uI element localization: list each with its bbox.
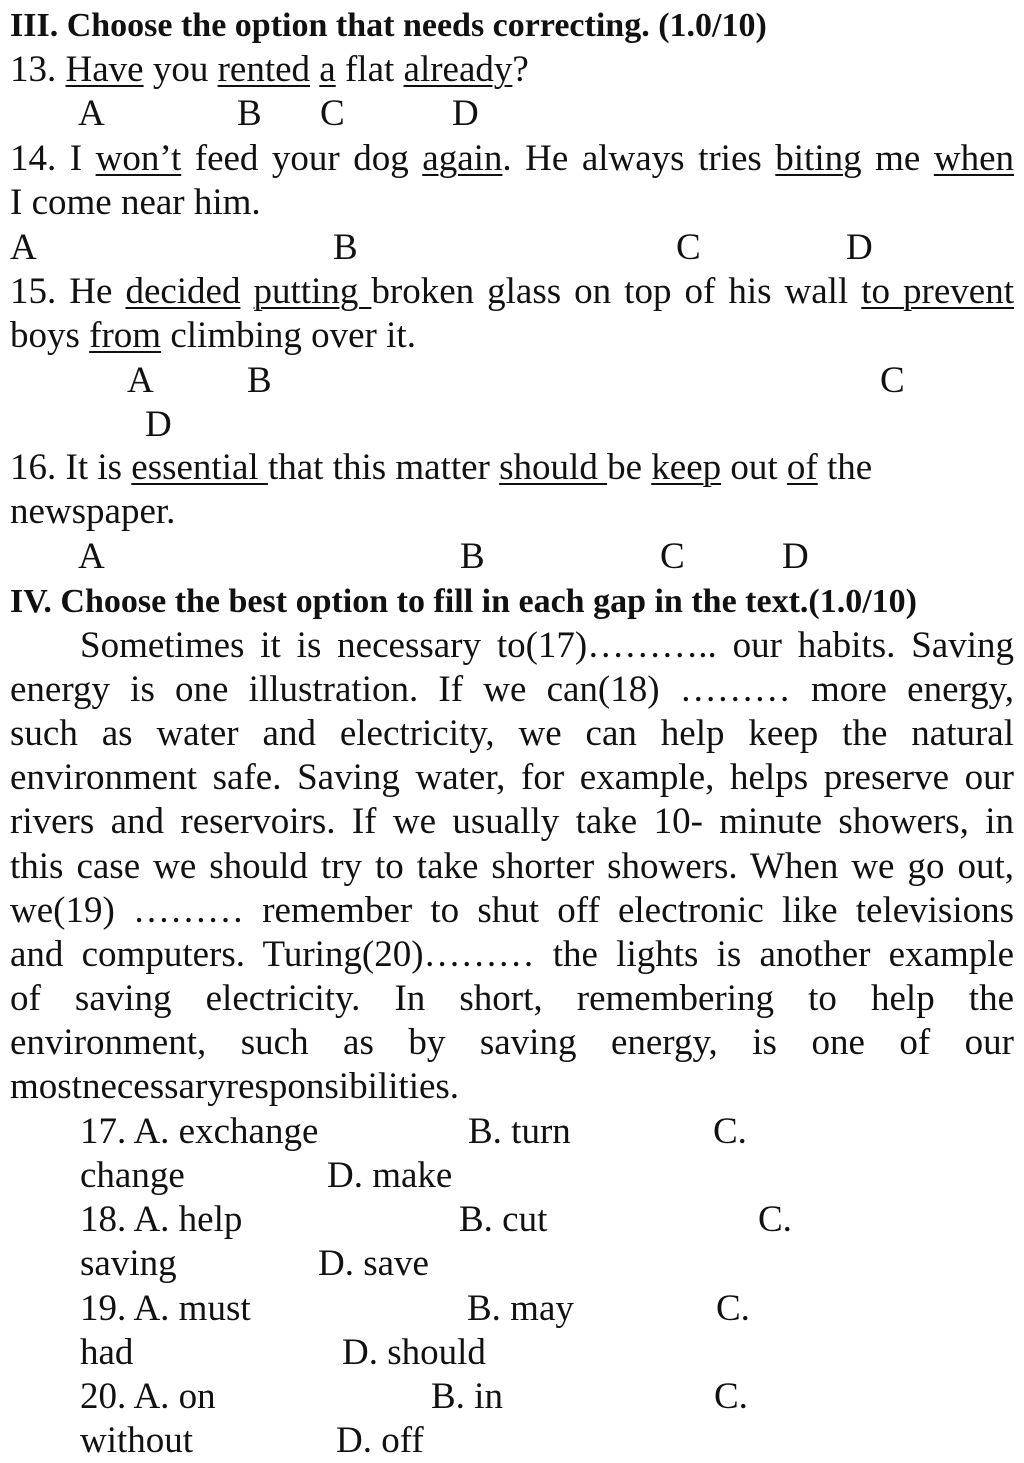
question-14 [10, 137, 1014, 181]
question-15-line-2 [10, 314, 416, 358]
passage-line: and computers. Turing(20)……… the lights is another example [10, 934, 1014, 975]
option-b-text: again [422, 138, 503, 179]
passage-line: we(19) ……… remember to shut off electronic like televisions [10, 890, 1014, 931]
question-16-line-2: newspaper. [10, 491, 176, 532]
option-19-b: B. may [467, 1288, 574, 1329]
passage-line: of saving electricity. In short, remembering to help the [10, 978, 1014, 1019]
question-number: 15. He [10, 271, 126, 312]
option-c-text: biting [775, 138, 862, 179]
text-segment: ? [512, 49, 529, 90]
label-13-d: D [452, 93, 479, 134]
question-number: 16. It is [10, 447, 132, 488]
text-segment: broken glass on top of his wall [371, 271, 862, 312]
option-a-text: Have [65, 49, 144, 90]
text-segment [240, 271, 253, 312]
text-segment: climbing over it. [161, 315, 416, 356]
option-a-text: essential [131, 447, 268, 488]
passage-line: such as water and electricity, we can help keep the natural [10, 713, 1014, 754]
text-segment: me [861, 138, 934, 179]
question-number: 13. [10, 49, 66, 90]
option-d-text: when [933, 138, 1014, 179]
label-16-c: C [660, 536, 685, 577]
label-16-d: D [782, 536, 809, 577]
passage-line: rivers and reservoirs. If we usually take 10- minute showers, in [10, 801, 1014, 842]
label-13-c: C [320, 93, 345, 134]
option-d-text: from [89, 315, 162, 356]
option-17-a: 17. A. exchange [80, 1111, 319, 1152]
option-17-c: C. [713, 1111, 747, 1152]
text-segment: boys [10, 315, 90, 356]
option-18-c-text: saving [80, 1243, 177, 1284]
label-15-a: A [127, 360, 154, 401]
label-15-d: D [145, 404, 172, 445]
label-13-a: A [78, 93, 105, 134]
text-segment: flat [335, 49, 404, 90]
option-20-c: C. [714, 1376, 748, 1417]
option-c-text: keep [651, 447, 722, 488]
passage-line: energy is one illustration. If we can(18) ……… more energy, [10, 669, 1014, 710]
passage-line: environment, such as by saving energy, is one of our [10, 1022, 1014, 1063]
question-14-line-2: I come near him. [10, 182, 261, 223]
option-19-c: C. [716, 1288, 750, 1329]
question-number: 14. I [10, 138, 96, 179]
question-13 [10, 48, 529, 92]
option-20-c-text: without [80, 1420, 194, 1461]
label-14-b: B [333, 227, 358, 268]
option-18-b: B. cut [459, 1199, 548, 1240]
section-3-heading: III. Choose the option that needs correcting. (1.0/10) [10, 7, 767, 44]
option-19-a: 19. A. must [80, 1288, 251, 1329]
label-14-d: D [846, 227, 873, 268]
text-segment: be [607, 447, 652, 488]
option-20-a: 20. A. on [80, 1376, 216, 1417]
option-18-c: C. [758, 1199, 792, 1240]
option-19-d: D. should [342, 1332, 486, 1373]
label-15-b: B [247, 360, 272, 401]
label-14-a: A [10, 227, 37, 268]
option-18-a: 18. A. help [80, 1199, 243, 1240]
option-20-d: D. off [336, 1420, 424, 1461]
label-14-c: C [676, 227, 701, 268]
option-b-text: rented [217, 49, 311, 90]
option-d-text: of [786, 447, 818, 488]
text-segment: . He always tries [502, 138, 776, 179]
text-segment: feed your dog [181, 138, 423, 179]
passage-line: this case we should try to take shorter showers. When we go out, [10, 846, 1014, 887]
option-20-b: B. in [431, 1376, 503, 1417]
option-17-c-text: change [80, 1155, 185, 1196]
option-17-b: B. turn [468, 1111, 571, 1152]
option-b-text: should [499, 447, 608, 488]
option-d-text: already [403, 49, 513, 90]
text-segment: that this matter [267, 447, 500, 488]
option-b-text: putting [253, 271, 372, 312]
passage-line: environment safe. Saving water, for example, helps preserve our [10, 757, 1014, 798]
label-16-b: B [460, 536, 485, 577]
option-a-text: won’t [95, 138, 182, 179]
text-segment: out [721, 447, 787, 488]
option-c-text: to prevent [861, 271, 1014, 312]
option-a-text: decided [125, 271, 241, 312]
passage-line: mostnecessaryresponsibilities. [10, 1066, 460, 1107]
label-16-a: A [78, 536, 105, 577]
option-18-d: D. save [318, 1243, 429, 1284]
text-segment: the [817, 447, 873, 488]
text-segment [310, 49, 319, 90]
option-c-text: a [319, 49, 336, 90]
question-16 [10, 446, 872, 490]
section-4-heading: IV. Choose the best option to fill in each gap in the text.(1.0/10) [10, 583, 917, 620]
text-segment: you [143, 49, 218, 90]
label-15-c: C [880, 360, 905, 401]
option-19-c-text: had [80, 1332, 134, 1373]
label-13-b: B [237, 93, 262, 134]
passage-line: Sometimes it is necessary to(17)……….. our habits. Saving [80, 625, 1014, 666]
question-15 [10, 270, 1014, 314]
option-17-d: D. make [327, 1155, 453, 1196]
